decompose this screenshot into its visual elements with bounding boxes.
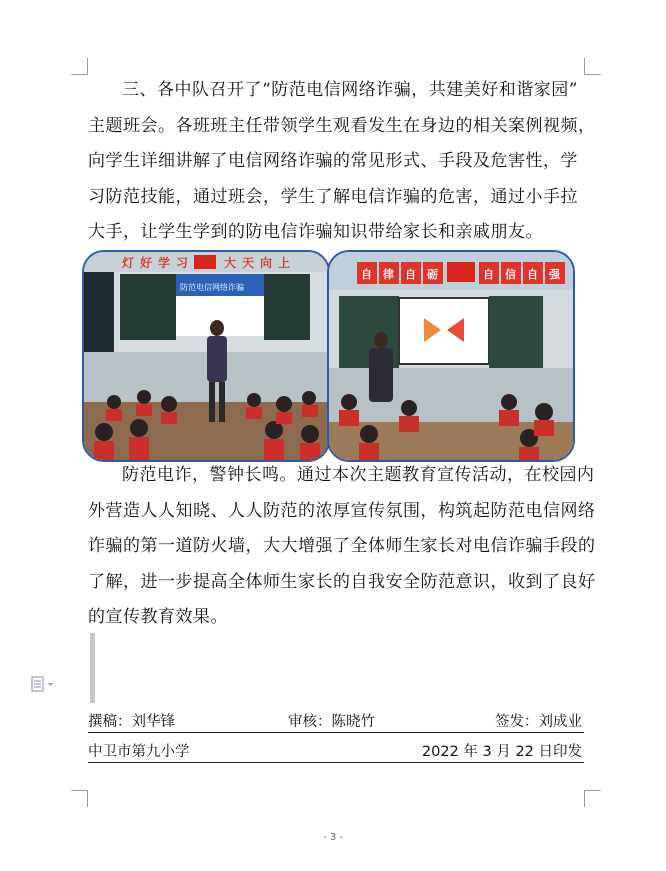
- banner-char: 自: [405, 268, 416, 281]
- crop-mark-bottom-left: [71, 790, 88, 807]
- screen-title: 防范电信网络诈骗: [180, 283, 244, 292]
- banner-char: 灯: [122, 256, 135, 270]
- banner-char: 信: [505, 268, 516, 281]
- banner-char: 律: [383, 268, 394, 281]
- text-line: 了解，进一步提高全体师生家长的自我安全防范意识，收到了良好: [88, 571, 596, 592]
- banner-char: 习: [176, 256, 189, 270]
- text-line: 习防范技能，通过班会，学生了解电信诈骗的危害，通过小手拉: [88, 186, 578, 207]
- issue-date: 2022 年 3 月 22 日印发: [421, 744, 582, 760]
- issuing-info-row: [88, 738, 584, 763]
- draft-author: 撰稿：刘华锋: [88, 714, 175, 730]
- banner-char: 自: [483, 268, 494, 281]
- school-name: 中卫市第九小学: [88, 744, 190, 760]
- paragraph-summary: [88, 458, 596, 636]
- issuer: 签发：刘成业: [495, 714, 582, 730]
- page-number: - 3 -: [323, 832, 343, 843]
- text-line: 的宣传教育效果。: [88, 607, 228, 627]
- banner-char: 砺: [427, 268, 438, 281]
- signature-row: [88, 708, 584, 733]
- text-line: 防范电诈，警钟长鸣。通过本次主题教育宣传活动，在校园内: [122, 465, 595, 485]
- text-line: 向学生详细讲解了电信网络诈骗的常见形式、手段及危害性，学: [88, 151, 578, 171]
- text-line: 主题班会。各班班主任带领学生观看发生在身边的相关案例视频，: [88, 115, 596, 136]
- banner-char: 上: [278, 256, 291, 270]
- crop-mark-top-left: [71, 58, 88, 75]
- banner-char: 自: [361, 268, 372, 281]
- paragraph-class-meeting: [88, 73, 596, 251]
- classroom-photo-left: [82, 250, 330, 462]
- classroom-photo-right: [327, 250, 575, 462]
- crop-mark-bottom-right: [584, 790, 601, 807]
- text-line: 诈骗的第一道防火墙，大大增强了全体师生家长对电信诈骗手段的: [88, 536, 596, 556]
- text-line: 三、各中队召开了“防范电信网络诈骗，共建美好和谐家园”: [122, 80, 578, 100]
- banner-char: 好: [140, 256, 153, 270]
- banner-char: 天: [242, 256, 255, 270]
- banner-char: 强: [549, 268, 560, 281]
- text-line: 外营造人人知晓、人人防范的浓厚宣传氛围，构筑起防范电信网络: [88, 500, 596, 521]
- text-line: 大手，让学生学到的防电信诈骗知识带给家长和亲戚朋友。: [88, 222, 543, 242]
- banner-char: 大: [224, 256, 237, 270]
- document-paste-icon[interactable]: [30, 676, 56, 692]
- classroom-photo-right-image: [329, 252, 573, 460]
- banner-char: 自: [527, 268, 538, 281]
- reviewer: 审核：陈晓竹: [288, 714, 375, 730]
- text-cursor-bar: [90, 633, 95, 703]
- banner-char: 向: [260, 256, 273, 270]
- classroom-photo-left-image: [84, 252, 328, 460]
- banner-char: 学: [158, 256, 171, 270]
